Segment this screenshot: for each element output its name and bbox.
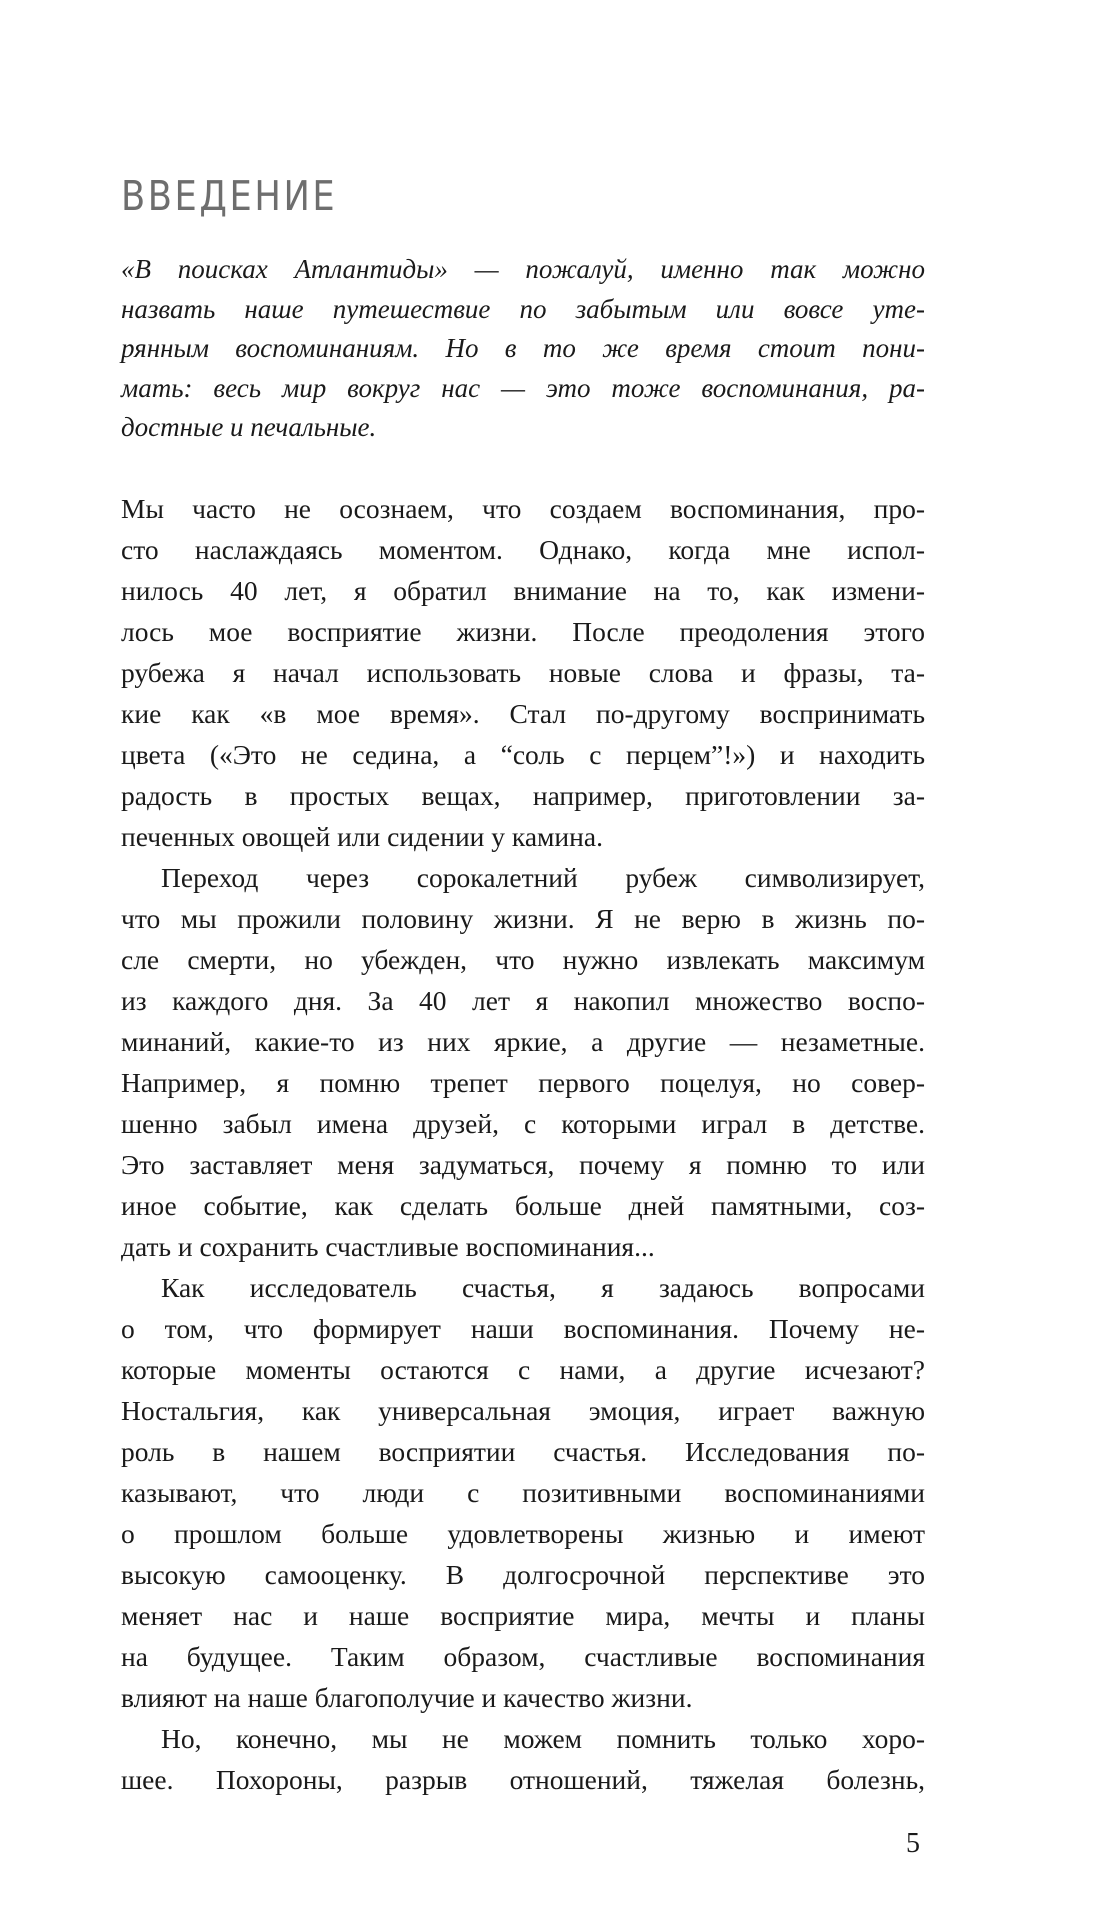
paragraph-line: Это заставляет меня задуматься, почему я помню то или (121, 1149, 925, 1180)
paragraph-line: Ностальгия, как универсальная эмоция, играет важную (121, 1395, 925, 1426)
epigraph-line: мать: весь мир вокруг нас — это тоже воспоминания, ра- (121, 372, 925, 403)
epigraph-line: рянным воспоминаниям. Но в то же время стоит пони- (121, 333, 925, 364)
paragraph-line: влияют на наше благополучие и качество жизни. (121, 1682, 693, 1713)
chapter-heading: ВВЕДЕНИЕ (121, 172, 338, 220)
paragraph-line: сто наслаждаясь моментом. Однако, когда мне испол- (121, 534, 925, 565)
paragraph-line: которые моменты остаются с нами, а другие исчезают? (121, 1354, 925, 1385)
body-text (121, 488, 925, 1800)
epigraph (121, 250, 925, 448)
paragraph-line: дать и сохранить счастливые воспоминания... (121, 1231, 655, 1262)
paragraph-line: из каждого дня. За 40 лет я накопил множество воспо- (121, 985, 925, 1016)
paragraph-line: Мы часто не осознаем, что создаем воспоминания, про- (121, 493, 925, 524)
paragraph-line: шее. Похороны, разрыв отношений, тяжелая болезнь, (121, 1764, 925, 1795)
paragraph-line: о прошлом больше удовлетворены жизнью и имеют (121, 1518, 925, 1549)
paragraph-line: Но, конечно, мы не можем помнить только хоро- (161, 1723, 925, 1754)
paragraph-line: Переход через сорокалетний рубеж символизирует, (161, 862, 925, 893)
paragraph-line: на будущее. Таким образом, счастливые воспоминания (121, 1641, 925, 1672)
paragraph-line: шенно забыл имена друзей, с которыми играл в детстве. (121, 1108, 925, 1139)
paragraph-line: Например, я помню трепет первого поцелуя, но совер- (121, 1067, 925, 1098)
paragraph-line: сле смерти, но убежден, что нужно извлекать максимум (121, 944, 925, 975)
paragraph-line: лось мое восприятие жизни. После преодоления этого (121, 616, 925, 647)
paragraph-line: кие как «в мое время». Стал по-другому воспринимать (121, 698, 925, 729)
paragraph-line: иное событие, как сделать больше дней памятными, соз- (121, 1190, 925, 1221)
epigraph-line: достные и печальные. (121, 412, 377, 443)
paragraph-line: радость в простых вещах, например, приготовлении за- (121, 780, 925, 811)
paragraph-line: нилось 40 лет, я обратил внимание на то, как измени- (121, 575, 925, 606)
page-number: 5 (906, 1828, 920, 1859)
paragraph-line: казывают, что люди с позитивными воспоминаниями (121, 1477, 925, 1508)
paragraph-line: печенных овощей или сидении у камина. (121, 821, 603, 852)
paragraph-line: о том, что формирует наши воспоминания. Почему не- (121, 1313, 925, 1344)
paragraph-line: цвета («Это не седина, а “соль с перцем”!») и находить (121, 739, 925, 770)
paragraph-line: меняет нас и наше восприятие мира, мечты и планы (121, 1600, 925, 1631)
paragraph-line: высокую самооценку. В долгосрочной перспективе это (121, 1559, 925, 1590)
paragraph-line: минаний, какие-то из них яркие, а другие — незаметные. (121, 1026, 925, 1057)
epigraph-line: назвать наше путешествие по забытым или вовсе уте- (121, 293, 925, 324)
paragraph-line: что мы прожили половину жизни. Я не верю в жизнь по- (121, 903, 925, 934)
paragraph-line: рубежа я начал использовать новые слова и фразы, та- (121, 657, 925, 688)
paragraph-line: Как исследователь счастья, я задаюсь вопросами (161, 1272, 925, 1303)
epigraph-line: «В поисках Атлантиды» — пожалуй, именно так можно (121, 254, 925, 284)
paragraph-line: роль в нашем восприятии счастья. Исследования по- (121, 1436, 925, 1467)
